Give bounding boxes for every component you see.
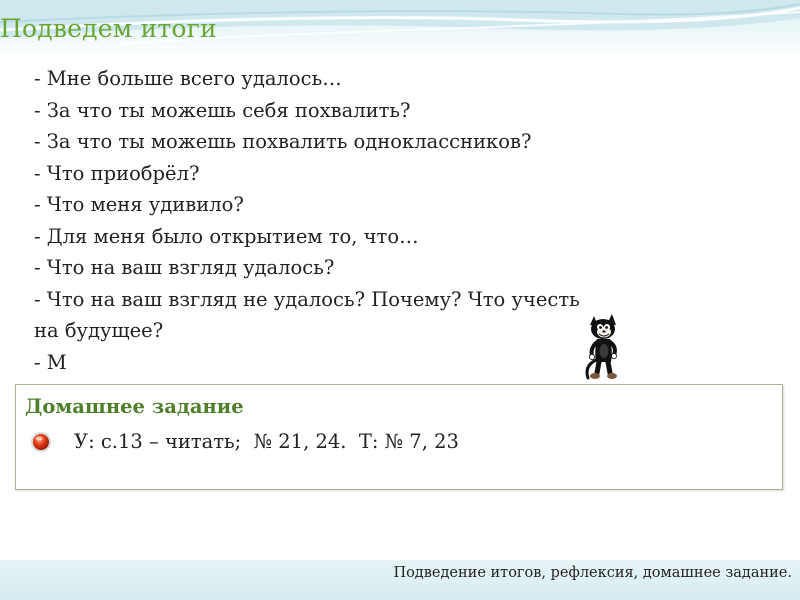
list-item: [34, 158, 594, 190]
footer-caption: Подведение итогов, рефлексия, домашнее задание.: [393, 565, 792, 581]
question-text: - Мне больше всего удалось…: [34, 67, 342, 90]
reflection-question-list: [34, 63, 594, 383]
question-text: - М: [34, 350, 67, 374]
list-item: [34, 221, 594, 253]
list-item: [34, 284, 594, 347]
homework-box: [15, 384, 783, 490]
list-item: [34, 252, 594, 284]
list-item: [34, 189, 594, 221]
question-text: - За что ты можешь себя похвалить?: [34, 98, 411, 122]
question-text: - Что меня удивило?: [34, 193, 244, 216]
question-text: - За что ты можешь похвалить одноклассников?: [34, 130, 532, 153]
question-text: - Что на ваш взгляд не удалось? Почему? Что учесть на будущее?: [34, 287, 580, 342]
question-text: - Что приобрёл?: [34, 161, 200, 185]
homework-line: [30, 429, 459, 455]
list-item: [34, 126, 594, 158]
red-round-bullet-icon: [30, 431, 52, 453]
list-item: [34, 63, 594, 95]
list-item: [34, 95, 594, 127]
cartoon-cat-icon: [580, 310, 628, 382]
question-text: - Что на ваш взгляд удалось?: [34, 256, 335, 279]
question-text: - Для меня было открытием то, что…: [34, 224, 419, 248]
homework-text: У: с.13 – читать; № 21, 24. Т: № 7, 23: [74, 430, 459, 454]
list-item: [34, 347, 594, 379]
page-title: Подведем итоги: [0, 14, 217, 43]
homework-title: Домашнее задание: [25, 395, 244, 418]
